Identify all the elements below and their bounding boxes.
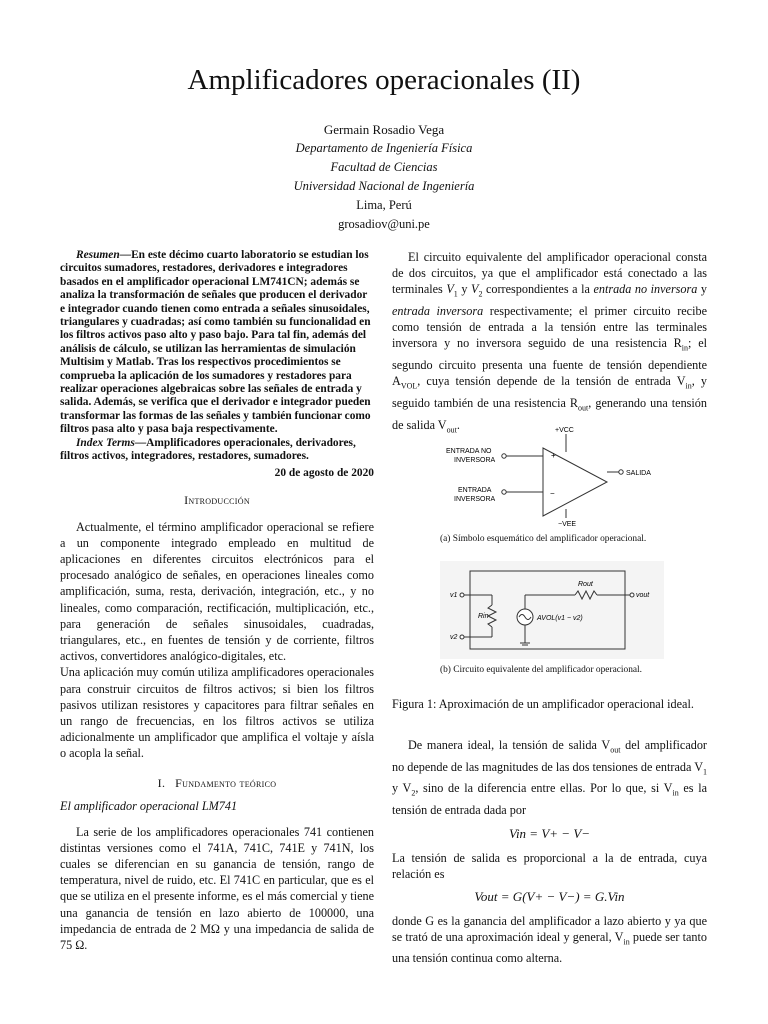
section-1-heading <box>60 776 374 791</box>
right-column-lower <box>392 737 707 967</box>
minus-sign: − <box>550 489 555 498</box>
dependent-source-label: AVOL(v1 − v2) <box>537 615 583 622</box>
section-1-title: Fundamento teórico <box>175 775 277 790</box>
author-email: grosadiov@uni.pe <box>338 217 430 231</box>
author-department: Departamento de Ingeniería Física <box>295 141 473 155</box>
inv-label-1: ENTRADA <box>458 487 492 494</box>
v2-label: v2 <box>450 634 458 641</box>
right-column <box>392 249 707 438</box>
index-terms <box>60 437 374 464</box>
paper-title: Amplificadores operacionales (II) <box>187 64 581 96</box>
inv-label-2: INVERSORA <box>454 496 496 503</box>
right-paragraph-2: De manera ideal, la tensión de salida $V_{out}$ del amplificador no depende de las magnitudes de las dos tensiones de entrada $V_1$ y $V_2$, sino de la diferencia entre ellas. Por lo que, si $V_{in}$ es la tensión de entrada dada por <box>392 738 707 817</box>
index-terms-text: —Amplificadores operacionales, derivadores, filtros activos, integradores, restadores, sumadores. <box>60 436 356 463</box>
v1-label: v1 <box>450 592 458 599</box>
left-column <box>60 249 374 953</box>
rout-label: Rout <box>578 581 593 588</box>
vee-label: −VEE <box>558 521 577 528</box>
opamp-symbol-figure <box>440 420 665 528</box>
figure-a-caption: (a) Símbolo esquemático del amplificador operacional. <box>440 534 647 544</box>
intro-heading: Introducción <box>184 492 250 507</box>
abstract-label: Resumen <box>76 249 120 261</box>
author-city: Lima, Perú <box>356 198 412 212</box>
paper-date: 20 de agosto de 2020 <box>274 466 374 479</box>
author-block <box>0 120 768 234</box>
abstract-text: —En este décimo cuarto laboratorio se estudian los circuitos sumadores, restadores, derivadores e integradores basados en el amplificador operacional LM741CN; además se analiza la transformación de señales que producen el derivador e integrador cuando tienen como entrada a señales sinusoidales, triangulares y cuadradas; así como también su funcionalidad en los filtros activos paso alto y paso bajo. Para tal fin, además del análisis de cálculo, se utilizan las herramientas de simulación Multisim y Matlab. Tras los respectivos procedimientos se comprueba la aplicación de los sumadores y restadores para realizar operaciones algebraicas sobre las señales de entrada y salida. Además, se verifica que el derivador e integrador pueden transformar las formas de las señales y también funcionar como filtros pasa alto y pasa baja respectivamente. <box>60 249 371 436</box>
rin-label: Rin <box>478 613 489 620</box>
index-terms-label: Index Terms <box>76 436 135 449</box>
author-university: Universidad Nacional de Ingeniería <box>293 179 475 193</box>
equation-2: Vout = G(V+ − V−) = G.Vin <box>474 888 625 904</box>
noninv-label-1: ENTRADA NO <box>446 448 492 455</box>
opamp-equivalent-figure <box>440 561 665 659</box>
section-1-subheading: El amplificador operacional LM741 <box>60 798 238 813</box>
noninv-label-2: INVERSORA <box>454 457 496 464</box>
abstract <box>60 249 374 437</box>
right-paragraph-4: donde G es la ganancia del amplificador a lazo abierto y ya que se trató de una aproximación ideal y general, $V_{in}$ puede ser tanto una tensión continua como alterna. <box>392 913 707 966</box>
intro-paragraph-1: Actualmente, el término amplificador operacional se refiere a un componente integrado empleado en multitud de aplicaciones en diferentes circuitos electrónicos para el procesado analógico de señales, en operaciones lineales como amplificación, suma, resta, derivación, integración, etc., y no lineales, como comparación, rectificación, multiplicación, etc., para generación de señales sinusoidales, cuadradas, triangulares, etc., en fuentes de tensión y de corriente, filtros activos, convertidores analógico-digitales, etc. <box>60 519 374 664</box>
author-faculty: Facultad de Ciencias <box>330 160 438 174</box>
section-1-number: I. <box>157 775 166 790</box>
author-name: Germain Rosadio Vega <box>323 122 445 137</box>
vcc-label: +VCC <box>555 427 574 434</box>
intro-paragraph-2: Una aplicación muy común utiliza amplificadores operacionales para construir circuitos de filtros activos; si bien los filtros pasivos utilizan resistores y capacitores para filtrar señales en un rango de frecuencias, en los filtros activos se utiliza adicionalmente un amplificador que amplifica el voltaje y aísla o acopla la señal. <box>60 665 374 761</box>
plus-sign: + <box>551 451 556 460</box>
figure-1-caption: Figura 1: Aproximación de un amplificador operacional ideal. <box>392 697 694 711</box>
right-paragraph-1: El circuito equivalente del amplificador operacional consta de dos circuitos, ya que el amplificador está conectado a las terminales $V_1$ y $V_2$ correspondientes a la entrada no inversora y entrada inversora respectivamente; el primer circuito recibe como tensión de entrada a la tensión entre las terminales inversora y no inversora seguido de una resistencia $R_{in}$; el segundo circuito presenta una fuente de tensión dependiente $A_{VOL}$, cuya tensión depende de la tensión de entrada $V_{in}$, y seguido también de una resistencia $R_{out}$, generando una tensión de salida $V_{out}$. <box>392 250 708 435</box>
figure-b-caption: (b) Circuito equivalente del amplificador operacional. <box>440 665 643 675</box>
section-1-paragraph: La serie de los amplificadores operacionales 741 contienen distintas versiones como el 741A, 741C, 741E y 741N, los cuales se diferencian en su ganancia de tensión, rango de temperatura, nivel de ruido, etc. El 741C en particular, que es el que se utiliza en el presente informe, es el más comercial y tiene una ganancia de tensión en lazo abierto de 100000, una impedancia de entrada de 2 MΩ y una impedancia de salida de 75 Ω. <box>60 824 374 952</box>
vout-label: vout <box>636 592 650 599</box>
right-paragraph-3: La tensión de salida es proporcional a la de entrada, cuya relación es <box>392 851 707 882</box>
output-label: SALIDA <box>626 470 651 477</box>
equation-1: Vin = V+ − V− <box>508 826 591 842</box>
